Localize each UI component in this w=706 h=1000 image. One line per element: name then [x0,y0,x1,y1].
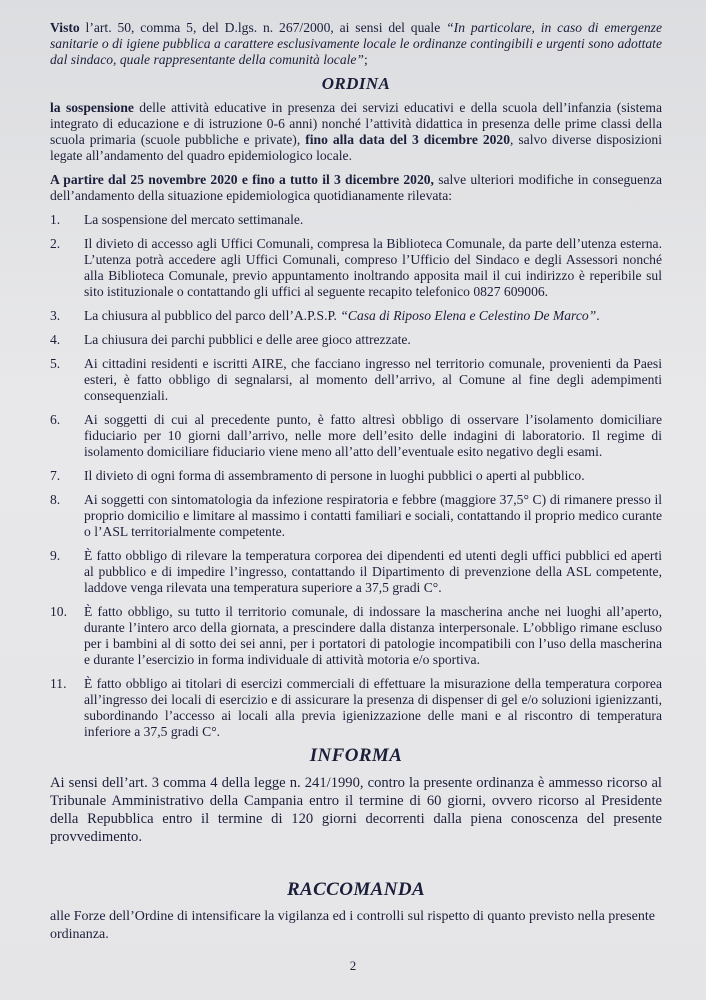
list-item-text: Ai soggetti con sintomatologia da infezione respiratoria e febbre (maggiore 37,5° C) di rimanere presso il proprio domicilio e limitare al massimo i contatti familiari e sociali, contattando il proprio medico curante o l’ASL territorialmente competente. [84,492,662,539]
list-item [50,604,662,668]
list-item-text-after: . [596,308,600,323]
list-item [50,468,662,484]
list-item [50,412,662,460]
list-item-text: Il divieto di ogni forma di assembramento di persone in luoghi pubblici o aperti al pubblico. [84,468,585,483]
list-item [50,332,662,348]
list-item-number: 7. [50,468,61,483]
list-item-number: 6. [50,412,61,427]
ordina-p2-bold: A partire dal 25 novembre 2020 e fino a tutto il 3 dicembre 2020, [50,172,434,187]
list-item-text: È fatto obbligo di rilevare la temperatura corporea dei dipendenti ed utenti degli uffici pubblici ed aperti al pubblico e di impedire l’ingresso, contattando il Dipartimento di prevenzione della ASL competente, laddove venga rilevata una temperatura superiore a 37,5 gradi C°. [84,548,662,595]
intro-bold-lead: Visto [50,20,80,35]
section-spacer [50,846,662,876]
list-item-number: 9. [50,548,61,563]
list-item-number: 4. [50,332,61,347]
list-item [50,356,662,404]
list-item-number: 3. [50,308,61,323]
list-item-text: La chiusura dei parchi pubblici e delle aree gioco attrezzate. [84,332,411,347]
list-item-number: 2. [50,236,61,251]
list-item-text: È fatto obbligo, su tutto il territorio comunale, di indossare la mascherina anche nei luoghi all’aperto, durante l’intero arco della giornata, a prescindere dalla distanza interpersonale. L’obbligo rimane escluso per i bambini al di sotto dei sei anni, per i portatori di patologie incompatibili con l’uso della mascherina e durante l’esercizio in forma individuale di attività motoria e/o sportiva. [84,604,662,667]
raccomanda-paragraph: alle Forze dell’Ordine di intensificare la vigilanza ed i controlli sul rispetto di quanto previsto nella presente ordinanza. [50,909,655,942]
ordina-p2-text: salve ulteriori modifiche in conseguenza dell’andamento della situazione epidemiologica quotidianamente rilevata: [50,172,663,203]
informa-paragraph: Ai sensi dell’art. 3 comma 4 della legge n. 241/1990, contro la presente ordinanza è ammesso ricorso al Tribunale Amministrativo della Campania entro il termine di 60 giorni, ovvero ricorso al Presidente della Repubblica entro il termine di 120 giorni decorrenti dalla piena conoscenza del presente provvedimento. [50,775,662,845]
list-item-text: La sospensione del mercato settimanale. [84,212,304,227]
list-item-italic-name: “Casa di Riposo Elena e Celestino De Marco” [340,308,597,323]
ordina-list [50,212,662,740]
list-item [50,548,662,596]
ordina-p1-bold-1: la sospensione [50,100,134,115]
intro-paragraph [50,20,662,68]
list-item-number: 1. [50,212,61,227]
intro-quote: “In particolare, in caso di emergenze sanitarie o di igiene pubblica a carattere esclusivamente locale le ordinanze contingibili e urgenti sono adottate dal sindaco, quale rappresentante della comunità locale” [50,20,662,67]
list-item [50,236,662,300]
raccomanda-heading: RACCOMANDA [286,879,426,900]
informa-heading: INFORMA [309,745,403,766]
list-item [50,676,662,740]
ordina-p1-bold-2: fino alla data del 3 dicembre 2020 [305,132,511,147]
list-item-number: 5. [50,356,61,371]
list-item [50,308,662,324]
list-item-text: Ai soggetti di cui al precedente punto, è fatto altresì obbligo di osservare l’isolamento domiciliare fiduciario per 10 giorni dall’arrivo, nelle more dell’esito delle indagini di laboratorio. Il regime di isolamento domiciliare fiduciario viene meno all’atto dell’eventuale esito negativo degli esami. [84,412,662,459]
list-item-number: 8. [50,492,61,507]
list-item-number: 11. [50,676,67,691]
page-number: 2 [349,958,357,973]
list-item-text-before: La chiusura al pubblico del parco dell’A.P.S.P. [84,308,341,323]
ordina-p1-text-2: , salvo diverse disposizioni legate all’andamento del quadro epidemiologico locale. [50,132,662,163]
list-item-text [84,308,662,324]
ordina-paragraph-2 [50,172,662,204]
list-item-text: È fatto obbligo ai titolari di esercizi commerciali di effettuare la misurazione della temperatura corporea all’ingresso dei locali di esercizio e di assicurare la presenza di dispenser di gel e/o soluzioni igienizzanti, subordinando l’accesso ai locali alla previa igienizzazione delle mani e al riscontro di temperatura inferiore a 37,5 gradi C°. [84,676,662,739]
list-item [50,492,662,540]
ordina-heading: ORDINA [321,74,391,93]
list-item-number: 10. [50,604,67,619]
ordina-p1-text-1: delle attività educative in presenza dei servizi educativi e della scuola dell’infanzia (sistema integrato di educazione e di istruzione 0-6 anni) nonché l’attività didattica in presenza delle prime classi della scuola primaria (scuole pubbliche e private), [50,100,662,147]
intro-tail: ; [364,52,368,67]
list-item-text: Ai cittadini residenti e iscritti AIRE, che facciano ingresso nel territorio comunale, provenienti da Paesi esteri, è fatto obbligo di segnalarsi, al momento dell’arrivo, al Comune al fine degli adempimenti consequenziali. [84,356,662,403]
list-item [50,212,662,228]
list-item-text: Il divieto di accesso agli Uffici Comunali, compresa la Biblioteca Comunale, da parte dell’utenza esterna. L’utenza potrà accedere agli Uffici Comunali, compreso l’Ufficio del Sindaco e degli Assessori nonché alla Biblioteca Comunale, previo appuntamento inoltrando apposita mail il cui indirizzo è reperibile sul sito istituzionale o contattando gli uffici al seguente recapito telefonico 0827 609006. [84,236,662,299]
intro-text: l’art. 50, comma 5, del D.lgs. n. 267/2000, ai sensi del quale [79,20,447,35]
ordina-paragraph-1 [50,100,662,164]
